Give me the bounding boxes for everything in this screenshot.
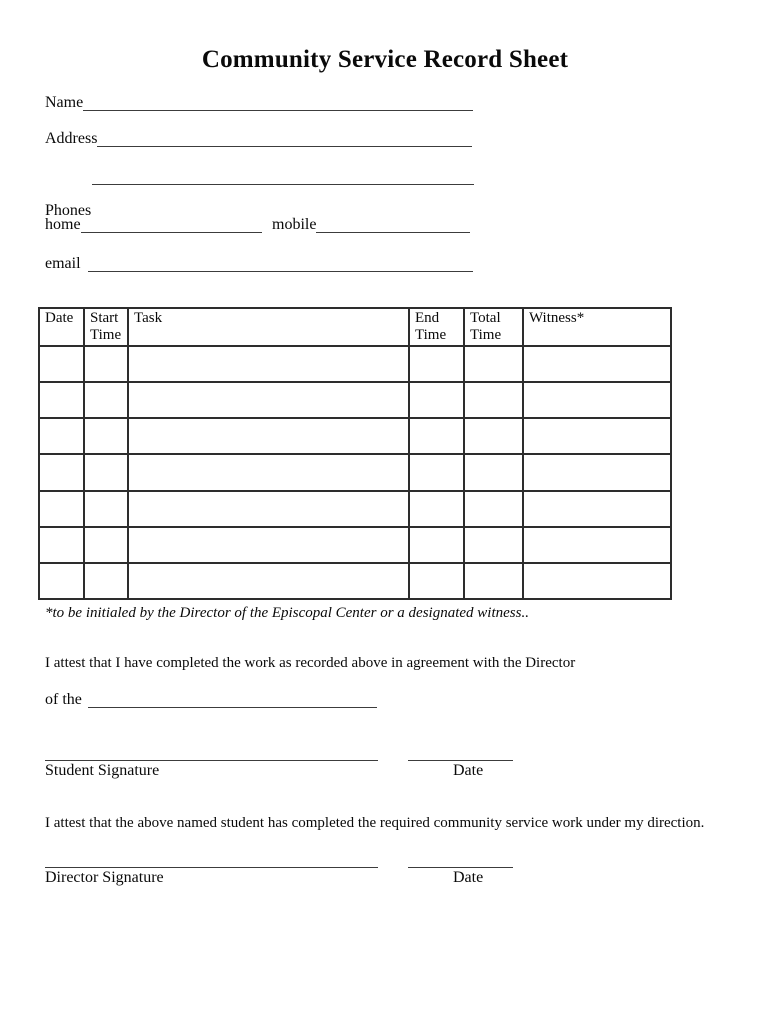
phones-label: Phones [45, 202, 92, 219]
table-row [39, 491, 671, 527]
cell-start-time[interactable] [84, 418, 128, 454]
cell-date[interactable] [39, 382, 84, 418]
cell-witness[interactable] [523, 418, 671, 454]
cell-witness[interactable] [523, 563, 671, 599]
cell-end-time[interactable] [409, 563, 464, 599]
cell-end-time[interactable] [409, 418, 464, 454]
cell-date[interactable] [39, 346, 84, 382]
cell-start-time[interactable] [84, 382, 128, 418]
table-row [39, 527, 671, 563]
cell-date[interactable] [39, 454, 84, 490]
student-attestation-text: I attest that I have completed the work as recorded above in agreement with the Director [45, 655, 576, 671]
cell-witness[interactable] [523, 382, 671, 418]
cell-task[interactable] [128, 527, 409, 563]
student-date-label: Date [453, 762, 484, 779]
cell-date[interactable] [39, 563, 84, 599]
table-row [39, 454, 671, 490]
cell-start-time[interactable] [84, 491, 128, 527]
cell-task[interactable] [128, 563, 409, 599]
home-phone-label: home [45, 216, 81, 233]
director-date-label: Date [453, 869, 484, 886]
cell-start-time[interactable] [84, 454, 128, 490]
email-field-row [45, 255, 473, 272]
header-witness: Witness* [523, 308, 671, 346]
cell-end-time[interactable] [409, 382, 464, 418]
cell-witness[interactable] [523, 346, 671, 382]
home-phone-blank-line[interactable] [81, 215, 262, 233]
cell-total-time[interactable] [464, 346, 523, 382]
page-title: Community Service Record Sheet [201, 46, 569, 73]
cell-end-time[interactable] [409, 527, 464, 563]
cell-start-time[interactable] [84, 563, 128, 599]
name-blank-line[interactable] [83, 93, 473, 111]
mobile-phone-label: mobile [272, 216, 317, 233]
student-signature-label: Student Signature [45, 762, 160, 779]
email-label: email [45, 255, 81, 272]
cell-witness[interactable] [523, 527, 671, 563]
header-start-time: Start Time [84, 308, 128, 346]
header-end-time: End Time [409, 308, 464, 346]
student-date-line[interactable] [408, 741, 513, 761]
table-row [39, 418, 671, 454]
address-label: Address [45, 130, 98, 147]
cell-total-time[interactable] [464, 418, 523, 454]
director-signature-label: Director Signature [45, 869, 164, 886]
cell-date[interactable] [39, 527, 84, 563]
student-signature-line[interactable] [45, 741, 378, 761]
home-phone-field-row [45, 216, 262, 233]
cell-end-time[interactable] [409, 491, 464, 527]
table-row [39, 382, 671, 418]
cell-total-time[interactable] [464, 454, 523, 490]
header-date: Date [39, 308, 84, 346]
cell-total-time[interactable] [464, 382, 523, 418]
name-label: Name [45, 94, 84, 111]
cell-task[interactable] [128, 454, 409, 490]
name-field-row [45, 94, 473, 111]
cell-date[interactable] [39, 491, 84, 527]
cell-task[interactable] [128, 418, 409, 454]
of-the-field-row [45, 691, 377, 708]
director-attestation-text: I attest that the above named student has completed the required community service work under my direction. [45, 815, 705, 831]
table-row [39, 346, 671, 382]
service-table-body [39, 346, 671, 599]
address-blank-line[interactable] [97, 129, 472, 147]
cell-task[interactable] [128, 346, 409, 382]
cell-task[interactable] [128, 491, 409, 527]
cell-end-time[interactable] [409, 346, 464, 382]
header-total-time: Total Time [464, 308, 523, 346]
cell-witness[interactable] [523, 454, 671, 490]
cell-date[interactable] [39, 418, 84, 454]
address-field-row [45, 130, 472, 147]
table-footnote: *to be initialed by the Director of the Episcopal Center or a designated witness.. [45, 605, 529, 621]
cell-end-time[interactable] [409, 454, 464, 490]
mobile-phone-blank-line[interactable] [316, 215, 470, 233]
cell-start-time[interactable] [84, 346, 128, 382]
cell-witness[interactable] [523, 491, 671, 527]
table-row [39, 563, 671, 599]
email-blank-line[interactable] [88, 254, 473, 272]
address-blank-line-2[interactable] [92, 167, 474, 185]
director-date-line[interactable] [408, 848, 513, 868]
service-log-table [38, 307, 672, 600]
header-task: Task [128, 308, 409, 346]
director-signature-line[interactable] [45, 848, 378, 868]
of-the-blank-line[interactable] [88, 690, 377, 708]
cell-start-time[interactable] [84, 527, 128, 563]
cell-total-time[interactable] [464, 563, 523, 599]
mobile-phone-field-row [272, 216, 470, 233]
of-the-label: of the [45, 691, 82, 708]
cell-task[interactable] [128, 382, 409, 418]
cell-total-time[interactable] [464, 491, 523, 527]
cell-total-time[interactable] [464, 527, 523, 563]
table-header-row [39, 308, 671, 346]
